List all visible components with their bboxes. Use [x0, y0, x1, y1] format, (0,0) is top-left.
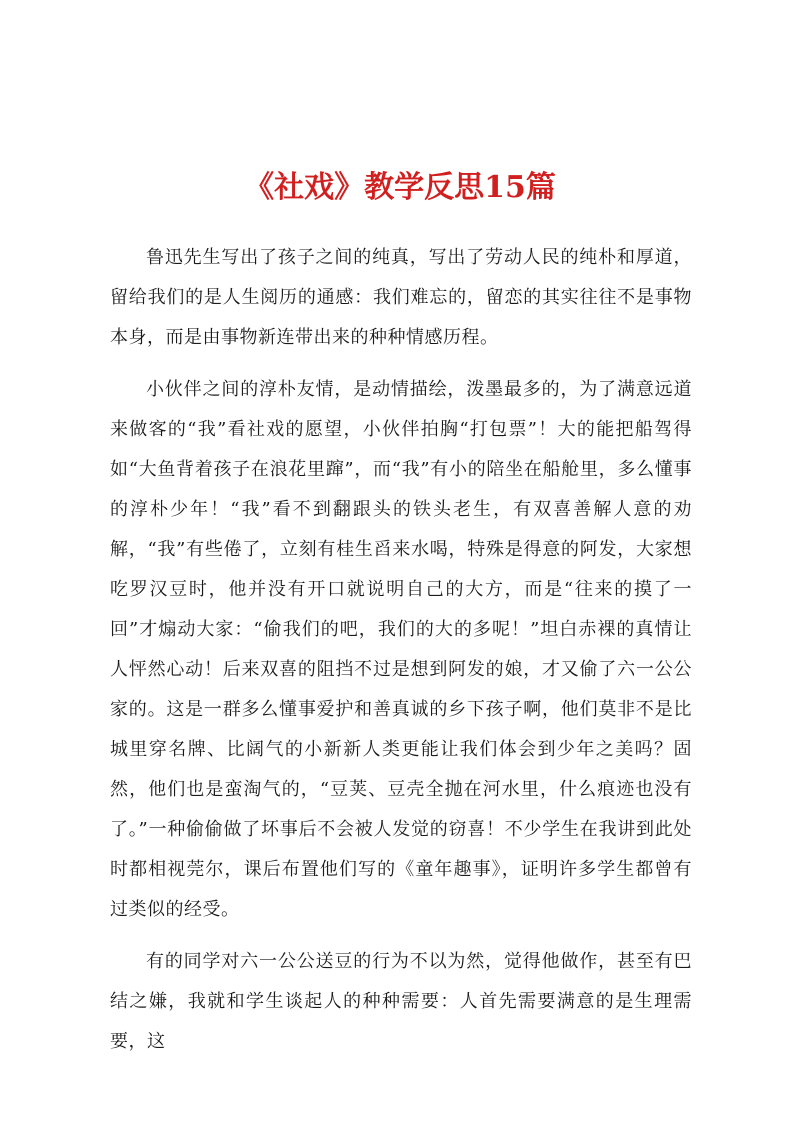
paragraph-1: 鲁迅先生写出了孩子之间的纯真，写出了劳动人民的纯朴和厚道，留给我们的是人生阅历的通感：我们难忘的，留恋的其实往往不是事物本身，而是由事物新连带出来的种种情感历程。 — [110, 247, 692, 348]
paragraph-2: 小伙伴之间的淳朴友情，是动情描绘，泼墨最多的，为了满意远道来做客的“我”看社戏的愿望，小伙伴拍胸“打包票”！大的能把船驾得如“大鱼背着孩子在浪花里蹿”，而“我”有小的陪坐在船舱里，多么懂事的淳朴少年！“我”看不到翻跟头的铁头老生，有双喜善解人意的劝解，“我”有些倦了，立刻有桂生舀来水喝，特殊是得意的阿发，大家想吃罗汉豆时，他并没有开口就说明自己的大方，而是“往来的摸了一回”才煽动大家：“偷我们的吧，我们的大的多呢！”坦白赤裸的真情让人怦然心动！后来双喜的阻挡不过是想到阿发的娘，才又偷了六一公公家的。这是一群多么懂事爱护和善真诚的乡下孩子啊，他们莫非不是比城里穿名牌、比阔气的小新新人类更能让我们体会到少年之美吗？固然，他们也是蛮淘气的，“豆荚、豆壳全抛在河水里，什么痕迹也没有了。”一种偷偷做了坏事后不会被人发觉的窃喜！不少学生在我讲到此处时都相视莞尔，课后布置他们写的《童年趣事》，证明许多学生都曾有过类似的经受。 — [110, 379, 692, 920]
document-body — [110, 238, 692, 1074]
document-title: 《社戏》教学反思15篇 — [244, 170, 556, 205]
paragraph-3: 有的同学对六一公公送豆的行为不以为然，觉得他做作，甚至有巴结之嫌，我就和学生谈起人的种种需要：人首先需要满意的是生理需要，这 — [110, 951, 692, 1052]
